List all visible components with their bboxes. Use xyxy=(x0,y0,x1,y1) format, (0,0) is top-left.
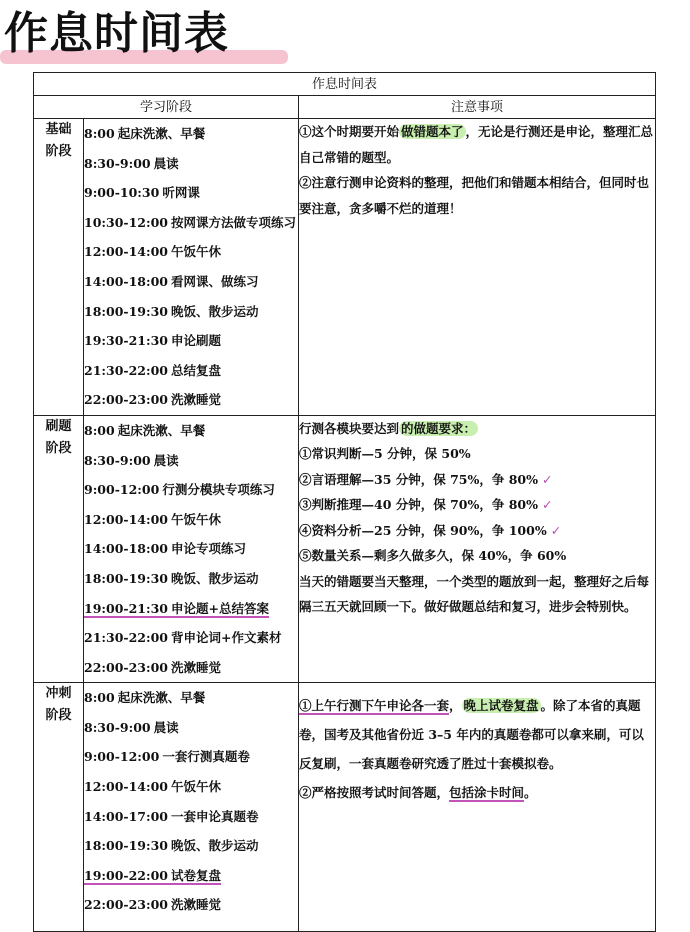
schedule-item-underlined: 19:00-21:30 申论题+总结答案 xyxy=(84,600,269,616)
schedule-item: 18:00-19:30 晚饭、散步运动 xyxy=(84,570,259,586)
schedule-item: 22:00-23:00 洗漱睡觉 xyxy=(84,392,222,408)
stage-label-practice: 刷题 阶段 xyxy=(34,415,84,682)
note-paragraph: ①这个时期要开始 做错题本了 ，无论是行测还是申论，整理汇总自己常错的题型。 xyxy=(299,124,654,165)
schedule-item: 12:00-14:00 午饭午休 xyxy=(84,244,222,260)
schedule-item: 21:30-22:00 总结复盘 xyxy=(84,362,222,378)
schedule-item: 14:00-17:00 一套申论真题卷 xyxy=(84,808,259,824)
stage-row-basic xyxy=(34,119,656,416)
note-item: ②言语理解—35 分钟，保 75%，争 80% ✓ xyxy=(299,471,553,487)
schedule-table xyxy=(33,72,656,932)
notes-sprint xyxy=(299,683,656,932)
stage-row-practice xyxy=(34,415,656,682)
note-item: ①常识判断—5 分钟，保 50% xyxy=(299,446,471,462)
schedule-item: 8:30-9:00 晨读 xyxy=(84,155,179,171)
schedule-item-underlined: 19:00-22:00 试卷复盘 xyxy=(84,867,222,883)
schedule-item: 8:00 起床洗漱、早餐 xyxy=(84,422,206,438)
schedule-item: 22:00-23:00 洗漱睡觉 xyxy=(84,897,222,913)
schedule-item: 9:00-12:00 行测分模块专项练习 xyxy=(84,482,275,498)
stage-row-sprint xyxy=(34,683,656,932)
stage-label-sprint: 冲刺 阶段 xyxy=(34,683,84,932)
highlight-mark: 晚上试卷复盘 xyxy=(463,698,539,714)
schedule-item: 18:00-19:30 晚饭、散步运动 xyxy=(84,303,259,319)
schedule-list-practice xyxy=(84,415,299,682)
check-mark-icon: ✓ xyxy=(550,522,562,538)
schedule-item: 18:00-19:30 晚饭、散步运动 xyxy=(84,838,259,854)
schedule-item: 8:30-9:00 晨读 xyxy=(84,452,179,468)
schedule-item: 8:00 起床洗漱、早餐 xyxy=(84,126,206,141)
highlight-mark: 做错题本了 xyxy=(401,124,464,139)
header-notes: 注意事项 xyxy=(299,96,656,119)
highlight-mark: 的做题要求： xyxy=(401,420,477,436)
schedule-item: 8:30-9:00 晨读 xyxy=(84,719,179,735)
schedule-item: 22:00-23:00 洗漱睡觉 xyxy=(84,659,222,675)
schedule-item: 8:00 起床洗漱、早餐 xyxy=(84,690,206,706)
notes-practice xyxy=(299,415,656,682)
schedule-item: 9:00-10:30 听网课 xyxy=(84,185,200,201)
underline-mark: 包括涂卡时间 xyxy=(449,785,525,801)
schedule-item: 10:30-12:00 按网课方法做专项练习 xyxy=(84,214,297,230)
schedule-item: 21:30-22:00 背申论词+作文素材 xyxy=(84,630,282,646)
schedule-list-sprint xyxy=(84,683,299,932)
table-caption: 作息时间表 xyxy=(34,73,656,96)
underline-mark: ①上午行测下午申论各一套 xyxy=(299,698,450,714)
check-mark-icon: ✓ xyxy=(542,471,553,487)
note-paragraph: ②严格按照考试时间答题，包括涂卡时间。 xyxy=(299,785,537,801)
schedule-list-basic xyxy=(84,119,299,416)
header-study-stage: 学习阶段 xyxy=(34,96,299,119)
schedule-item: 19:30-21:30 申论刷题 xyxy=(84,333,222,349)
note-item: ④资料分析—25 分钟，保 90%，争 100% ✓ xyxy=(299,522,562,538)
schedule-item: 14:00-18:00 申论专项练习 xyxy=(84,541,247,557)
stage-label-basic: 基础 阶段 xyxy=(34,119,84,416)
check-mark-icon: ✓ xyxy=(542,497,553,513)
schedule-item: 12:00-14:00 午饭午休 xyxy=(84,779,222,795)
page-title: 作息时间表 xyxy=(4,8,229,59)
note-paragraph: 行测各模块要达到 的做题要求： xyxy=(299,420,477,436)
note-paragraph: ②注意行测申论资料的整理，把他们和错题本相结合，但同时也要注意，贪多嚼不烂的道理！ xyxy=(299,175,650,216)
notes-basic xyxy=(299,119,656,416)
schedule-item: 12:00-14:00 午饭午休 xyxy=(84,511,222,527)
note-paragraph: ①上午行测下午申论各一套， 晚上试卷复盘 。除了本省的真题卷，国考及其他省份近 3–5 年内的真题卷都可以拿来刷，可以反复刷，一套真题卷研究透了胜过十套模拟卷。 xyxy=(299,698,644,772)
schedule-item: 14:00-18:00 看网课、做练习 xyxy=(84,273,259,289)
note-paragraph: 当天的错题要当天整理，一个类型的题放到一起，整理好之后每隔三五天就回顾一下。做好做题总结和复习，进步会特别快。 xyxy=(299,573,650,615)
note-item: ③判断推理—40 分钟，保 70%，争 80% ✓ xyxy=(299,497,553,513)
note-item: ⑤数量关系—剩多久做多久，保 40%，争 60% xyxy=(299,548,567,564)
schedule-item: 9:00-12:00 一套行测真题卷 xyxy=(84,749,250,765)
